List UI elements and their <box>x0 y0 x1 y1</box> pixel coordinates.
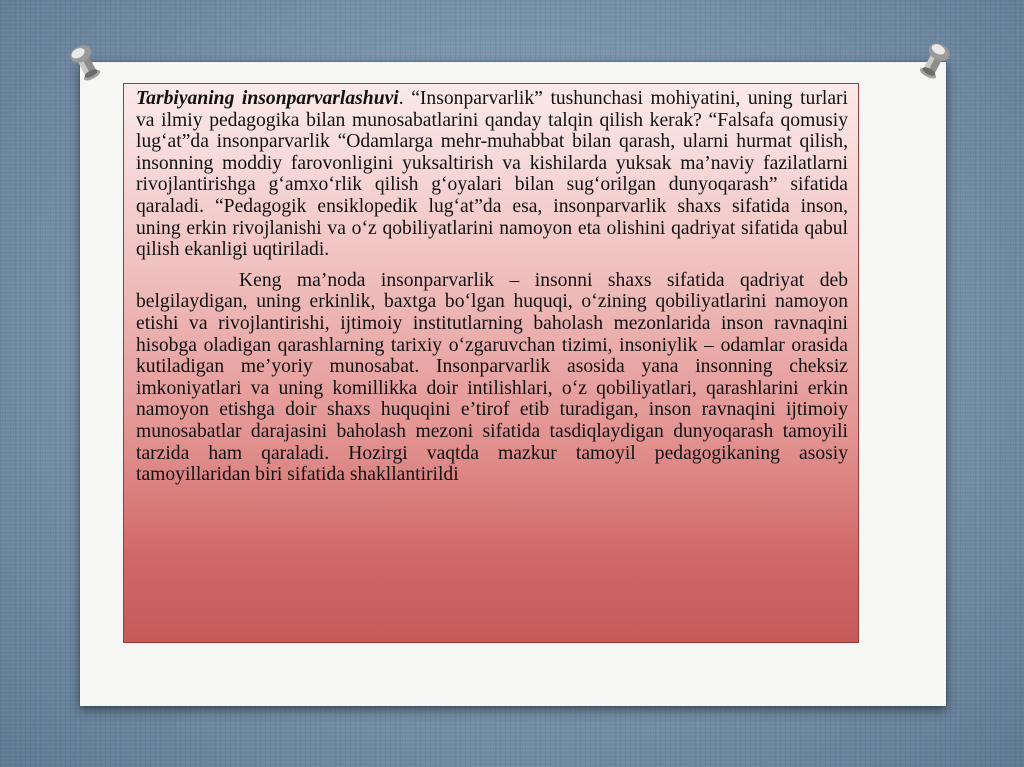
slide-text-box <box>123 83 859 643</box>
paragraph-second-body: Keng ma’noda insonparvarlik – insonni shaxs sifatida qadriyat deb belgilaydigan, uning erkinlik, baxtga bo‘lgan huquqi, o‘zining qobiliyatlarini namoyon etishi va rivojlantirishi, ijtimoiy institutlarning baholash mezonlarida inson ravnaqini hisobga oladigan qarashlarning tarixiy o‘zgaruvchan tizimi, insoniylik – odamlar orasida kutiladigan me’yoriy munosabat. Insonparvarlik asosida yana insonning cheksiz imkoniyatlari va uning komillikka doir intilishlari, o‘z qobiliyatlari, qarashlarini erkin namoyon etishga doir shaxs huquqini e’tirof etib turadigan, inson ravnaqini ijtimoiy munosabatlar darajasini baholash mezoni sifatida tasdiqlaydigan dunyoqarash tamoyili tarzida ham qaraladi. Hozirgi vaqtda mazkur tamoyil pedagogikaning asosiy tamoyillaridan biri sifatida shakllantirildi <box>136 269 848 486</box>
paragraph-first <box>136 88 848 261</box>
paragraph-heading-term: Tarbiyaning insonparvarlashuvi <box>136 88 399 109</box>
paragraph-second <box>136 270 848 486</box>
paragraph-first-body: . “Insonparvarlik” tushunchasi mohiyatini, uning turlari va ilmiy pedagogika bilan munosabatlarini qanday talqin qilish kerak? “Falsafa qomusiy lug‘at”da insonparvarlik “Odamlarga mehr-muhabbat bilan qarash, ularni hurmat qilish, insonning moddiy farovonligini yuksaltirish va kishilarda yuksak ma’naviy fazilatlarni rivojlantirishga g‘amxo‘rlik qilish g‘oyalari bilan sug‘orilgan dunyoqarash” sifatida qaraladi. “Pedagogik ensiklopedik lug‘at”da esa, insonparvarlik shaxs sifatida inson, uning erkin rivojlanishi va o‘z qobiliyatlarini namoyon eta olishini qadriyat sifatida qabul qilish ekanligi uqtiriladi. <box>136 88 848 261</box>
